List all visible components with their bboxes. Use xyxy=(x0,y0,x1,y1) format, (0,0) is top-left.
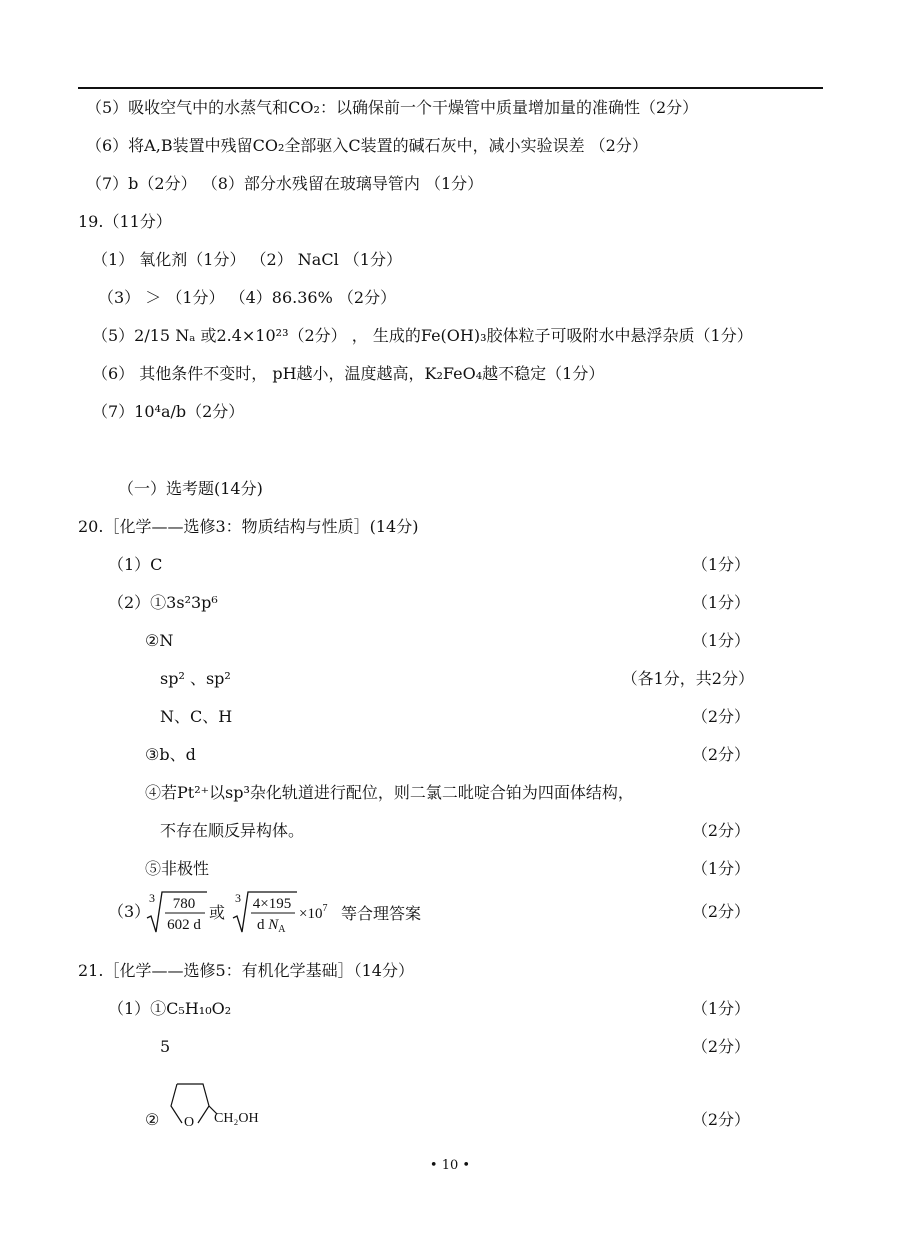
q20-answer-hybrid: sp² 、sp² xyxy=(160,669,231,688)
root-index-2: 3 xyxy=(235,891,241,905)
q18-answer-6: （6）将A,B装置中残留CO₂全部驱入C装置的碱石灰中，减小实验误差 （2分） xyxy=(86,136,648,155)
fraction-2-numerator: 4×195 xyxy=(252,896,292,912)
elective-heading: （一）选考题(14分) xyxy=(118,479,263,498)
q20-score-1: （1分） xyxy=(691,555,750,574)
q20-heading: 20.［化学——选修3：物质结构与性质］(14分) xyxy=(78,517,419,536)
ring-bonds-left xyxy=(171,1084,182,1123)
q20-score-2-5: （1分） xyxy=(691,859,750,878)
root-index-1: 3 xyxy=(149,891,155,905)
formula-or: 或 xyxy=(209,905,226,922)
q21-answer-1-2-label: ② xyxy=(145,1110,160,1129)
q20-score-3: （2分） xyxy=(691,902,750,921)
page-number: • 10 • xyxy=(429,1158,471,1173)
q20-score-2-2: （1分） xyxy=(691,631,750,650)
fraction-2-denominator: d $N_A$ xyxy=(257,917,286,935)
q19-answer-7: （7）10⁴a/b（2分） xyxy=(92,402,245,421)
q20-score-2-1: （1分） xyxy=(691,593,750,612)
q18-answer-7-8: （7）b（2分） （8）部分水残留在玻璃导管内 （1分） xyxy=(86,174,484,193)
q19-answer-6: （6） 其他条件不变时， pH越小，温度越高，K₂FeO₄越不稳定（1分） xyxy=(92,364,605,383)
q20-answer-3-label: （3） xyxy=(108,902,151,921)
q20-answer-1: （1）C xyxy=(108,555,163,574)
header-rule xyxy=(78,87,823,89)
q21-score-1-1: （1分） xyxy=(691,999,750,1018)
hydroxymethyl-label: CH₂OH xyxy=(214,1111,259,1126)
q19-answer-5: （5）2/15 Nₐ 或2.4×10²³（2分） ， 生成的Fe(OH)₃胶体粒子可吸附水中悬浮杂质（1分） xyxy=(92,326,753,345)
q19-answer-1-2: （1） 氧化剂（1分） （2） NaCl （1分） xyxy=(92,250,402,269)
q21-answer-1-count: 5 xyxy=(160,1037,171,1056)
q20-answer-2-2: ②N xyxy=(145,631,174,650)
q20-answer-2-3: ③b、d xyxy=(145,745,196,764)
fraction-1-numerator: 780 xyxy=(172,896,196,912)
formula-tail: 等合理答案 xyxy=(341,906,422,923)
q20-answer-2-5: ⑤非极性 xyxy=(145,859,210,878)
q20-score-hybrid: （各1分，共2分） xyxy=(621,669,754,688)
q19-heading: 19.（11分） xyxy=(78,212,172,231)
q19-answer-3-4: （3） ＞ （1分） （4）86.36% （2分） xyxy=(98,288,397,307)
q21-answer-1-1: （1）①C₅H₁₀O₂ xyxy=(108,999,232,1018)
fraction-1-denominator: 602 d xyxy=(167,917,201,933)
q20-score-order: （2分） xyxy=(691,707,750,726)
q21-score-1-count: （2分） xyxy=(691,1037,750,1056)
q21-heading: 21.［化学——选修5：有机化学基础］（14分） xyxy=(78,961,414,980)
cube-root-formula xyxy=(145,888,435,938)
q20-answer-2-4a: ④若Pt²⁺以sp³杂化轨道进行配位，则二氯二吡啶合铂为四面体结构， xyxy=(145,783,634,802)
q18-answer-5: （5）吸收空气中的水蒸气和CO₂：以确保前一个干燥管中质量增加量的准确性（2分） xyxy=(86,98,699,117)
q20-score-2-3: （2分） xyxy=(691,745,750,764)
ring-oxygen-label: O xyxy=(184,1115,195,1130)
q20-score-2-4: （2分） xyxy=(691,821,750,840)
q20-answer-order: N、C、H xyxy=(160,707,233,726)
tetrahydrofurfuryl-alcohol-structure xyxy=(162,1076,282,1136)
q20-answer-2-4b: 不存在顺反异构体。 xyxy=(160,821,305,840)
q21-score-1-2: （2分） xyxy=(691,1110,750,1129)
formula-multiplier: $\times 10^7$ xyxy=(299,903,328,922)
q20-answer-2-1: （2）①3s²3p⁶ xyxy=(108,593,218,612)
